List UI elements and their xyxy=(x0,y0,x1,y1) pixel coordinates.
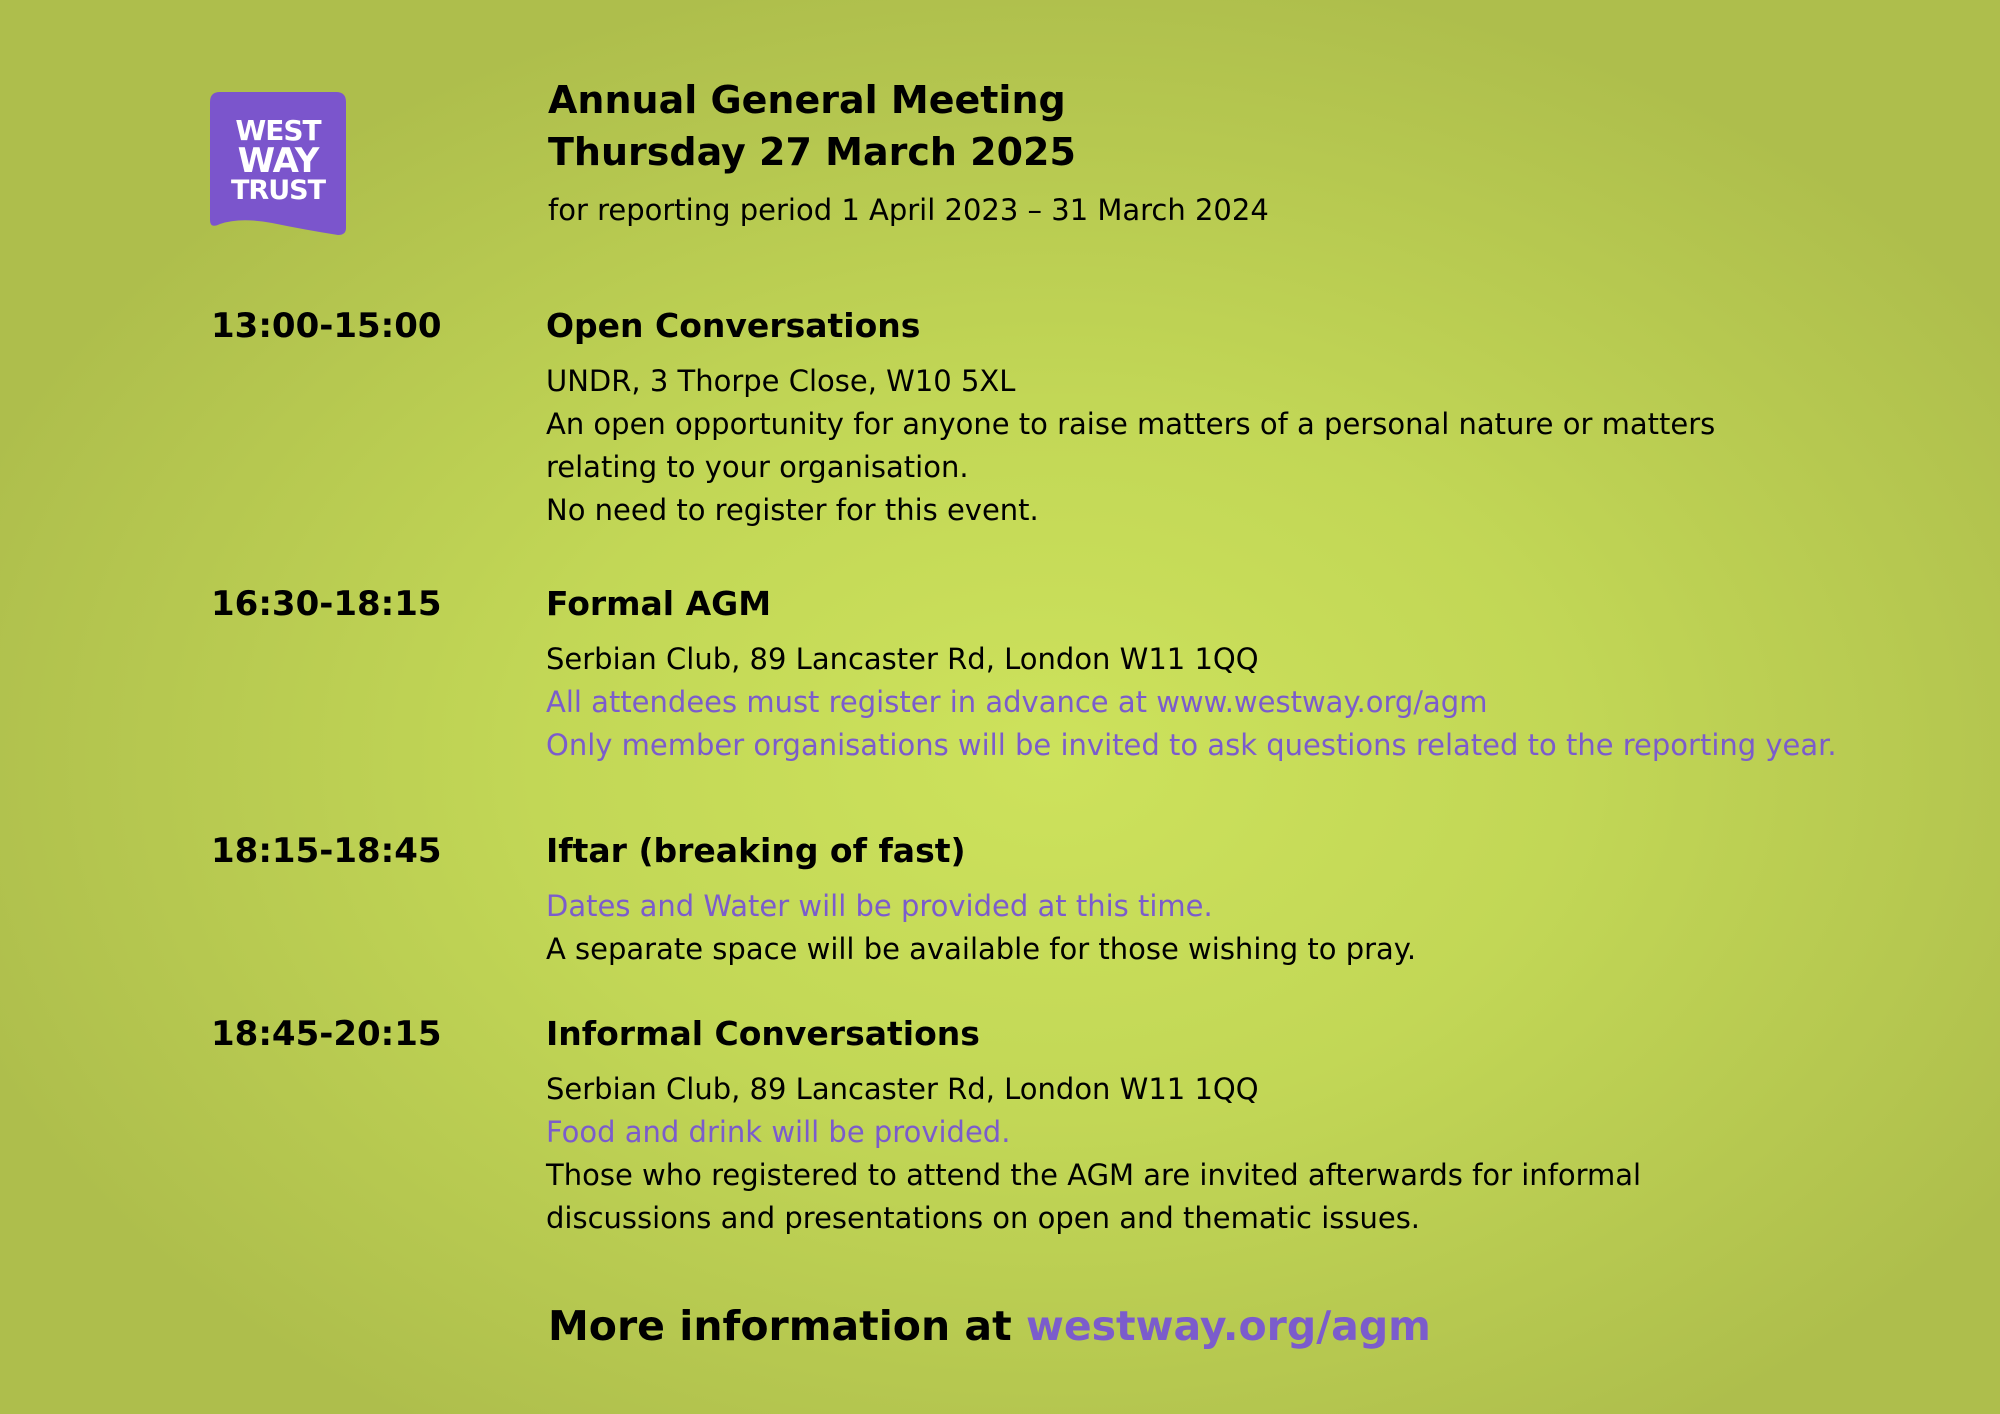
page-title-line-2: Thursday 27 March 2025 xyxy=(548,130,1076,174)
schedule-content xyxy=(546,304,1966,532)
refreshments-note: Dates and Water will be provided at this time. xyxy=(546,889,1213,923)
page-title-line-1: Annual General Meeting xyxy=(548,78,1066,122)
schedule-title: Iftar (breaking of fast) xyxy=(546,831,966,870)
logo-text-way: WAY xyxy=(237,141,319,181)
schedule-location: UNDR, 3 Thorpe Close, W10 5XL xyxy=(546,364,1016,398)
logo-text-trust: TRUST xyxy=(231,175,325,206)
questions-note: Only member organisations will be invited to ask questions related to the reporting year. xyxy=(546,728,1837,762)
schedule-description: relating to your organisation. xyxy=(546,450,969,484)
schedule-description: Those who registered to attend the AGM are invited afterwards for informal xyxy=(546,1158,1642,1192)
schedule-time: 16:30-18:15 xyxy=(211,584,442,624)
schedule-title: Formal AGM xyxy=(546,584,772,623)
schedule-location: Serbian Club, 89 Lancaster Rd, London W11 1QQ xyxy=(546,1072,1259,1106)
schedule-title: Informal Conversations xyxy=(546,1014,980,1053)
schedule-description: An open opportunity for anyone to raise matters of a personal nature or matters xyxy=(546,407,1716,441)
schedule-content xyxy=(546,1012,1966,1240)
schedule-time: 18:15-18:45 xyxy=(211,831,442,871)
food-note: Food and drink will be provided. xyxy=(546,1115,1011,1149)
schedule-content xyxy=(546,829,1966,971)
schedule-location: Serbian Club, 89 Lancaster Rd, London W11 1QQ xyxy=(546,642,1259,676)
page-header xyxy=(548,74,1848,230)
prayer-space-note: A separate space will be available for those wishing to pray. xyxy=(546,932,1417,966)
reporting-period: for reporting period 1 April 2023 – 31 March 2024 xyxy=(548,193,1269,227)
more-info-footer xyxy=(548,1298,1431,1354)
schedule-time: 13:00-15:00 xyxy=(211,306,442,346)
more-info-label: More information at xyxy=(548,1302,1026,1350)
westway-trust-logo xyxy=(210,92,346,237)
logo-text-west: WEST xyxy=(235,114,321,147)
schedule-note: No need to register for this event. xyxy=(546,493,1039,527)
more-info-link[interactable]: westway.org/agm xyxy=(1025,1302,1431,1350)
schedule-time: 18:45-20:15 xyxy=(211,1014,442,1054)
schedule-content xyxy=(546,582,1966,767)
registration-note: All attendees must register in advance at www.westway.org/agm xyxy=(546,685,1488,719)
schedule-description: discussions and presentations on open and thematic issues. xyxy=(546,1201,1421,1235)
schedule-title: Open Conversations xyxy=(546,306,921,345)
